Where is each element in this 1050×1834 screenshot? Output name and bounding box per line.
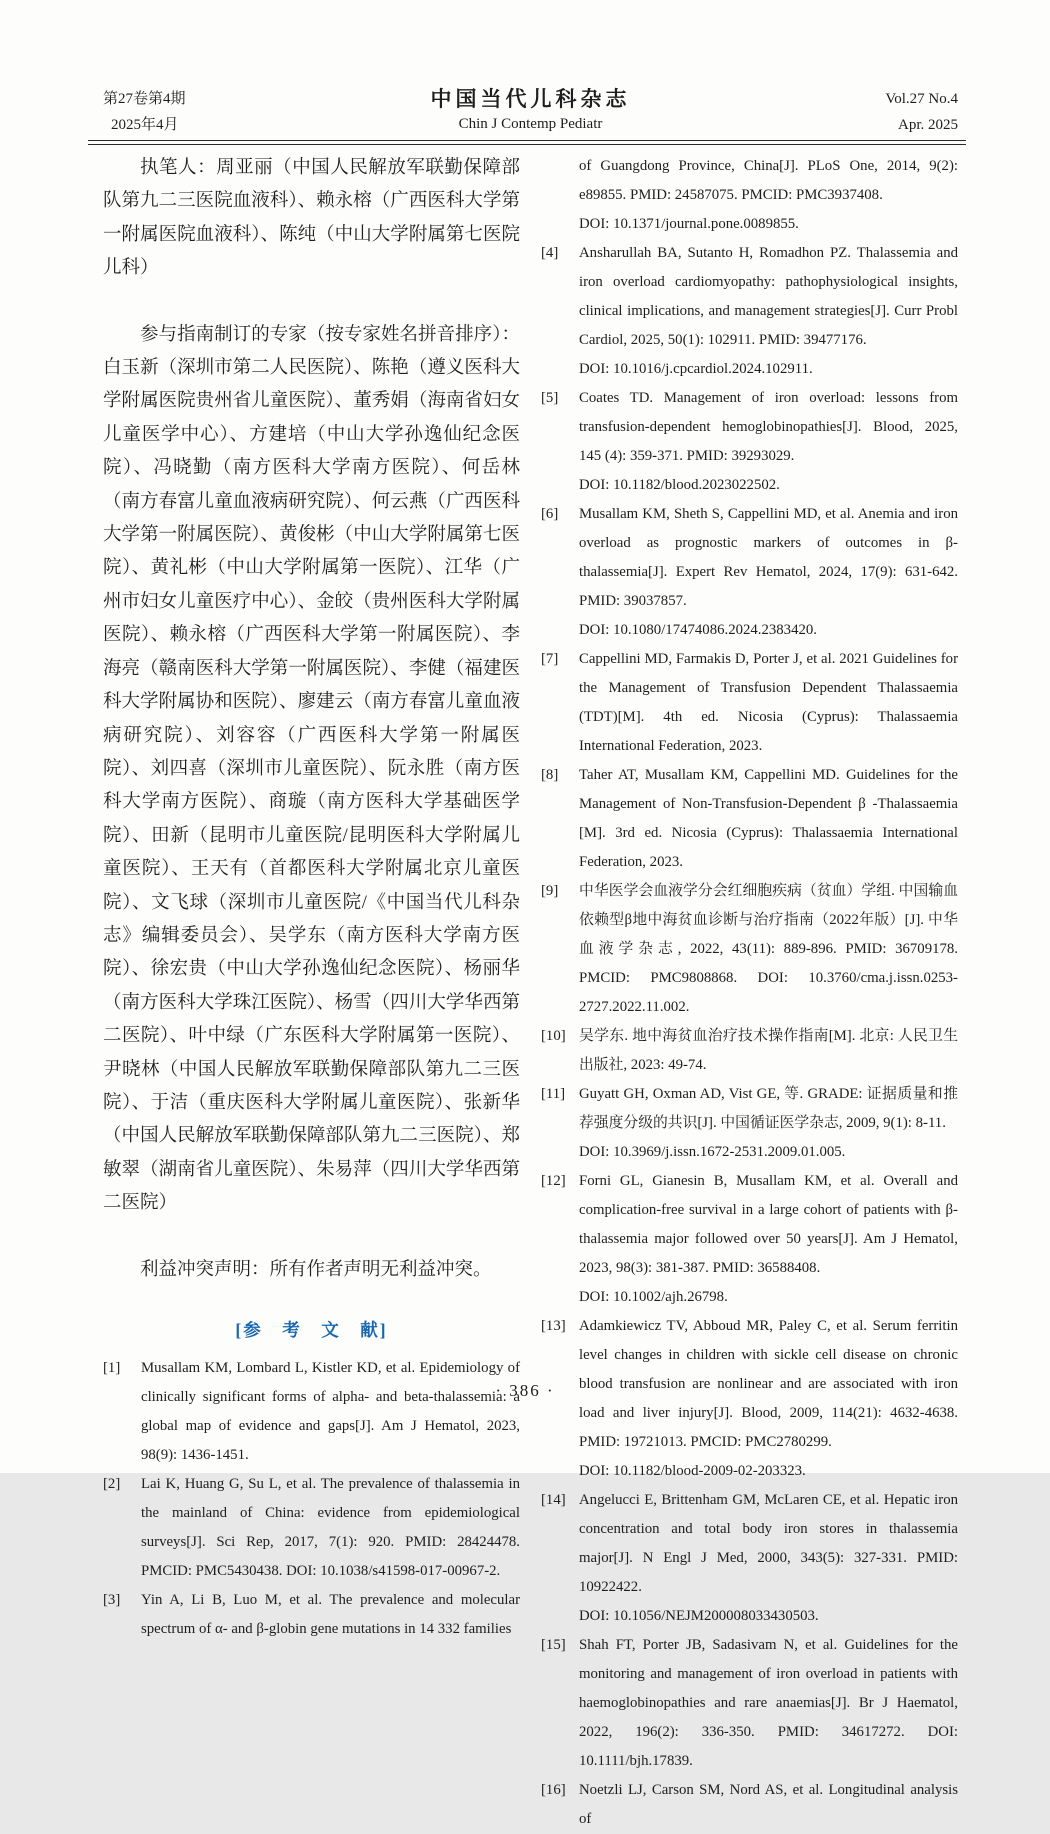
reference-label: [13]	[541, 1318, 566, 1334]
date-cn: 2025年4月	[111, 117, 179, 133]
reference-item	[541, 1776, 958, 1834]
reference-label: [15]	[541, 1637, 566, 1653]
reference-label: [3]	[103, 1592, 121, 1608]
reference-text: Noetzli LJ, Carson SM, Nord AS, et al. Longitudinal analysis of	[579, 1782, 958, 1827]
reference-text: Angelucci E, Brittenham GM, McLaren CE, et al. Hepatic iron concentration and total body iron stores in thalassemia major[J]. N Engl J Med, 2000, 343(5): 327-331. PMID: 10922422.	[579, 1492, 958, 1595]
reference-label: [12]	[541, 1173, 566, 1189]
reference-item	[103, 1586, 520, 1644]
right-column	[541, 152, 958, 1827]
reference-doi: DOI: 10.1056/NEJM200008033430503.	[579, 1608, 819, 1624]
reference-doi: DOI: 10.1371/journal.pone.0089855.	[579, 216, 799, 232]
reference-item	[541, 877, 958, 1022]
reference-item	[541, 1080, 958, 1167]
reference-item	[541, 1022, 958, 1080]
reference-text: Cappellini MD, Farmakis D, Porter J, et al. 2021 Guidelines for the Management of Transfusion Dependent Thalassaemia (TDT)[M]. 4th ed. Nicosia (Cyprus): Thalassaemia International Federation, 2023.	[579, 651, 958, 754]
reference-doi: DOI: 10.1016/j.cpcardiol.2024.102911.	[579, 361, 813, 377]
left-column	[103, 152, 520, 1637]
reference-label: [2]	[103, 1476, 121, 1492]
reference-label: [14]	[541, 1492, 566, 1508]
references-heading: [参 考 文 献]	[235, 1320, 388, 1340]
reference-text: Adamkiewicz TV, Abboud MR, Paley C, et al. Serum ferritin level changes in children with sickle cell disease on chronic blood transfusion are nonlinear and are associated with iron load and liver injury[J]. Blood, 2009, 114(21): 4632-4638. PMID: 19721013. PMCID: PMC2780299.	[579, 1318, 958, 1450]
reference-item	[103, 1470, 520, 1586]
reference-label: [5]	[541, 390, 559, 406]
reference-item	[541, 152, 958, 239]
reference-label: [7]	[541, 651, 559, 667]
reference-label: [8]	[541, 767, 559, 783]
reference-item	[541, 645, 958, 761]
reference-doi: DOI: 10.1182/blood-2009-02-203323.	[579, 1463, 806, 1479]
reference-doi: DOI: 10.1002/ajh.26798.	[579, 1289, 728, 1305]
reference-label: [4]	[541, 245, 559, 261]
references-list-right	[541, 152, 958, 1834]
volume-issue-cn: 第27卷第4期	[103, 91, 186, 107]
volume-issue-en: Vol.27 No.4	[885, 91, 958, 107]
authors-paragraph: 执笔人：周亚丽（中国人民解放军联勤保障部队第九二三医院血液科）、赖永榕（广西医科大学第一附属医院血液科）、陈纯（中山大学附属第七医院儿科）	[103, 158, 520, 279]
reference-text: Musallam KM, Sheth S, Cappellini MD, et al. Anemia and iron overload as prognostic markers of outcomes in β-thalassemia[J]. Expert Rev Hematol, 2024, 17(9): 631-642. PMID: 39037857.	[579, 506, 958, 609]
reference-item	[541, 1486, 958, 1631]
reference-text: Lai K, Huang G, Su L, et al. The prevalence of thalassemia in the mainland of China: evidence from epidemiological surveys[J]. Sci Rep, 2017, 7(1): 920. PMID: 28424478. PMCID: PMC5430438. DOI: 10.1038/s41598-017-00967-2.	[141, 1476, 520, 1579]
reference-label: [11]	[541, 1086, 566, 1102]
reference-label: [16]	[541, 1782, 566, 1798]
header-divider	[88, 140, 966, 145]
reference-text: Coates TD. Management of iron overload: lessons from transfusion-dependent hemoglobinopathies[J]. Blood, 2025, 145 (4): 359-371. PMID: 39293029.	[579, 390, 958, 464]
reference-text: Yin A, Li B, Luo M, et al. The prevalence and molecular spectrum of α- and β-globin gene mutations in 14 332 families	[141, 1592, 520, 1637]
date-en: Apr. 2025	[898, 117, 958, 133]
reference-text: Ansharullah BA, Sutanto H, Romadhon PZ. Thalassemia and iron overload cardiomyopathy: pathophysiological insights, clinical implications, and management strategies[J]. Curr Probl Cardiol, 2025, 50(1): 102911. PMID: 39477176.	[579, 245, 958, 348]
conflict-statement: 利益冲突声明：所有作者声明无利益冲突。	[140, 1259, 492, 1280]
reference-text: 吴学东. 地中海贫血治疗技术操作指南[M]. 北京: 人民卫生出版社, 2023: 49-74.	[579, 1028, 958, 1073]
page-number: · 386 ·	[495, 1381, 555, 1400]
reference-item	[541, 761, 958, 877]
reference-doi: DOI: 10.1182/blood.2023022502.	[579, 477, 780, 493]
reference-label: [6]	[541, 506, 559, 522]
page-header	[103, 86, 958, 138]
reference-text: Musallam KM, Lombard L, Kistler KD, et al. Epidemiology of clinically significant forms of alpha- and beta-thalassemia: a global map of evidence and gaps[J]. Am J Hematol, 2023, 98(9): 1436-1451.	[141, 1360, 520, 1463]
reference-doi: DOI: 10.1080/17474086.2024.2383420.	[579, 622, 817, 638]
header-volume-block-en	[788, 86, 958, 138]
reference-item	[541, 239, 958, 384]
journal-title-block	[273, 86, 788, 136]
reference-text: of Guangdong Province, China[J]. PLoS One, 2014, 9(2): e89855. PMID: 24587075. PMCID: PMC3937408.	[579, 158, 958, 203]
reference-item	[541, 1167, 958, 1312]
reference-text: 中华医学会血液学分会红细胞疾病（贫血）学组. 中国输血依赖型β地中海贫血诊断与治疗指南（2022年版）[J]. 中华血液学杂志, 2022, 43(11): 889-896. PMID: 36709178. PMCID: PMC9808868. DOI: 10.3760/cma.j.issn.0253-2727.2022.11.002.	[579, 883, 958, 1015]
journal-title-cn: 中国当代儿科杂志	[430, 87, 631, 111]
reference-text: Shah FT, Porter JB, Sadasivam N, et al. Guidelines for the monitoring and management of iron overload in patients with haemoglobinopathies and rare anaemias[J]. Br J Haematol, 2022, 196(2): 336-350. PMID: 34617272. DOI: 10.1111/bjh.17839.	[579, 1637, 958, 1769]
reference-label: [1]	[103, 1360, 121, 1376]
reference-item	[541, 384, 958, 500]
reference-item	[541, 1631, 958, 1776]
reference-text: Forni GL, Gianesin B, Musallam KM, et al. Overall and complication-free survival in a large cohort of patients with β-thalassemia major followed over 50 years[J]. Am J Hematol, 2023, 98(3): 381-387. PMID: 36588408.	[579, 1173, 958, 1276]
reference-item	[541, 500, 958, 645]
reference-item	[103, 1354, 520, 1470]
reference-text: Taher AT, Musallam KM, Cappellini MD. Guidelines for the Management of Non-Transfusion-Dependent β -Thalassaemia [M]. 3rd ed. Nicosia (Cyprus): Thalassaemia International Federation, 2023.	[579, 767, 958, 870]
journal-title-en: Chin J Contemp Pediatr	[458, 116, 603, 132]
header-volume-block-cn	[103, 86, 273, 138]
reference-text: Guyatt GH, Oxman AD, Vist GE, 等. GRADE: 证据质量和推荐强度分级的共识[J]. 中国循证医学杂志, 2009, 9(1): 8-11.	[579, 1086, 958, 1131]
experts-paragraph: 参与指南制订的专家（按专家姓名拼音排序）：白玉新（深圳市第二人民医院）、陈艳（遵义医科大学附属医院贵州省儿童医院）、董秀娟（海南省妇女儿童医学中心）、方建培（中山大学孙逸仙纪念医院）、冯晓勤（南方医科大学南方医院）、何岳林（南方春富儿童血液病研究院）、何云燕（广西医科大学第一附属医院）、黄俊彬（中山大学附属第七医院）、黄礼彬（中山大学附属第一医院）、江华（广州市妇女儿童医疗中心）、金皎（贵州医科大学附属医院）、赖永榕（广西医科大学第一附属医院）、李海亮（赣南医科大学第一附属医院）、李健（福建医科大学附属协和医院）、廖建云（南方春富儿童血液病研究院）、刘容容（广西医科大学第一附属医院）、刘四喜（深圳市儿童医院）、阮永胜（南方医科大学南方医院）、商璇（南方医科大学基础医学院）、田新（昆明市儿童医院/昆明医科大学附属儿童医院）、王天有（首都医科大学附属北京儿童医院）、文飞球（深圳市儿童医院/《中国当代儿科杂志》编辑委员会）、吴学东（南方医科大学南方医院）、徐宏贵（中山大学孙逸仙纪念医院）、杨丽华（南方医科大学珠江医院）、杨雪（四川大学华西第二医院）、叶中绿（广东医科大学附属第一医院）、尹晓林（中国人民解放军联勤保障部队第九二三医院）、于洁（重庆医科大学附属儿童医院）、张新华（中国人民解放军联勤保障部队第九二三医院）、郑敏翠（湖南省儿童医院）、朱易萍（四川大学华西第二医院）	[103, 324, 520, 1214]
reference-doi: DOI: 10.3969/j.issn.1672-2531.2009.01.005.	[579, 1144, 846, 1160]
reference-label: [9]	[541, 883, 559, 899]
reference-label: [10]	[541, 1028, 566, 1044]
